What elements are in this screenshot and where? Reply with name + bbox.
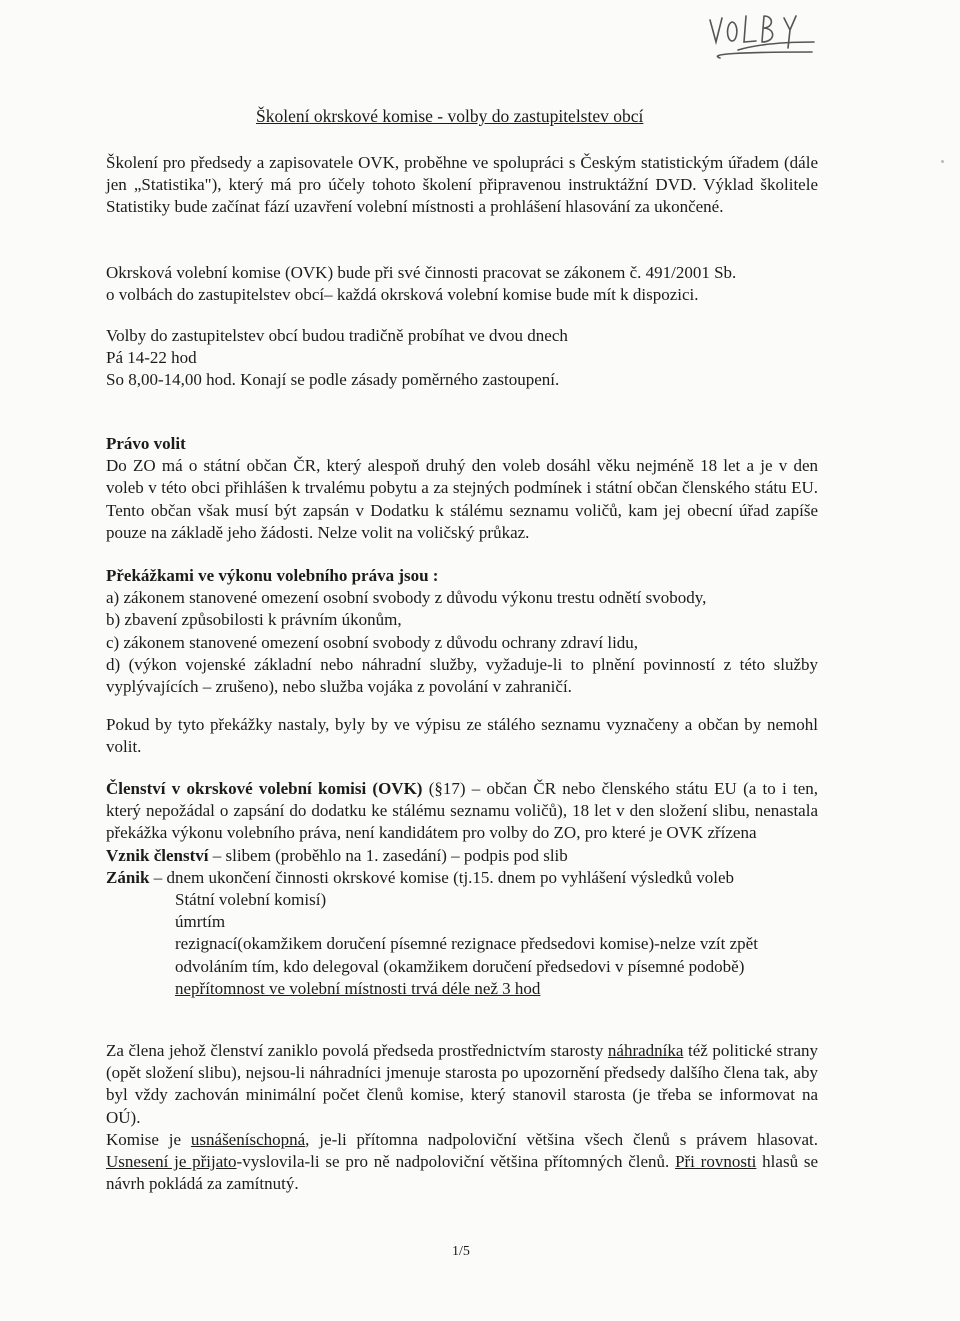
prekazky-item-b: b) zbavení způsobilosti k právním úkonům, <box>106 610 402 630</box>
usnaseni-part-1: Komise je <box>106 1129 191 1149</box>
schedule-line-1: Volby do zastupitelstev obcí budou tradičně probíhat ve dvou dnech <box>106 326 568 345</box>
usnaseni-part-4: hlasů se návrh pokládá za zamítnutý. <box>106 1152 819 1194</box>
usnaseni-term-1: usnášeníschopná <box>190 1129 306 1149</box>
nahradnik-paragraph <box>106 1040 818 1195</box>
nahradnik-part-2: též politické strany (opět složení slibu), nejsou-li náhradníci jmenuje starosta po upozornění předsedy dalšího člena tak, aby byl vždy zachován minimální počet členů komise, který stanovil starosta (je třeba se informovat na OÚ). <box>106 1041 819 1127</box>
handwritten-volby-note <box>698 8 818 68</box>
law-paragraph <box>106 262 818 306</box>
vznik-label: Vznik členství <box>106 845 209 865</box>
law-line-1: Okrsková volební komise (OVK) bude při své činnosti pracovat se zákonem č. 491/2001 Sb. <box>106 263 737 282</box>
schedule-line-2: Pá 14-22 hod <box>106 348 197 368</box>
prekazky-heading: Překážkami ve výkonu volebního práva jsou : <box>106 566 439 585</box>
zanik-reason-3: rezignací(okamžikem doručení písemné rezignace předsedovi komise)-nelze vzít zpět <box>175 934 758 954</box>
page-title: Školení okrskové komise - volby do zastupitelstev obcí <box>256 106 644 126</box>
zanik-text: – dnem ukončení činnosti okrskové komise (tj.15. dnem po vyhlášení výsledků voleb <box>149 867 735 887</box>
clenstvi-text: (§17) – občan ČR nebo členského státu EU (a to i ten, který nepožádal o zapsání do dodatku ke stálému seznamu voličů), 18 let v den složení slibu, nenastala překážka výkonu volebního práva, není kandidátem pro volby do ZO, pro které je OVK zřízena <box>106 779 818 843</box>
usnaseni-part-3: -vyslovila-li se pro ně nadpoloviční většina přítomných členů. <box>236 1152 676 1172</box>
zanik-label: Zánik <box>106 867 150 887</box>
zanik-reason-5 <box>106 978 818 1000</box>
page-number: 1/5 <box>452 1244 470 1259</box>
prekazky-item-c: c) zákonem stanovené omezení osobní svobody z důvodu ochrany zdraví lidu, <box>106 632 639 652</box>
pokud-paragraph <box>106 714 818 758</box>
pokud-text: Pokud by tyto překážky nastaly, byly by ve výpisu ze stálého seznamu vyznačeny a občan by nemohl volit. <box>106 715 818 757</box>
nahradnik-text <box>106 1040 818 1129</box>
prekazky-item-d: d) (výkon vojenské základní nebo náhradní služby, vyžaduje-li to plnění povinností z této služby vyplývajících – zrušeno), nebo služba vojáka z povolání v zahraničí. <box>106 654 818 697</box>
vznik-line <box>106 845 818 867</box>
clenstvi-paragraph <box>106 778 818 845</box>
schedule-paragraph <box>106 325 818 392</box>
intro-paragraph <box>106 152 818 219</box>
zanik-absence: nepřítomnost ve volební místnosti trvá déle než 3 hod <box>175 978 541 998</box>
vznik-text: – slibem (proběhlo na 1. zasedání) – podpis pod slib <box>208 845 568 865</box>
nahradnik-term: náhradníka <box>607 1041 684 1060</box>
zanik-reason-4: odvoláním tím, kdo delegoval (okamžikem doručení předsedovi v písemné podobě) <box>175 956 745 976</box>
nahradnik-part-1: Za člena jehož členství zaniklo povolá předseda prostřednictvím starosty <box>106 1041 608 1060</box>
intro-text: Školení pro předsedy a zapisovatele OVK, proběhne ve spolupráci s Českým statistickým úřadem (dále jen „Statistika"), který má pro účely tohoto školení připravenou instruktážní DVD. Výklad školitele Statistiky bude začínat fází uzavření volební místnosti a prohlášení hlasování za ukončené. <box>106 153 818 217</box>
usnaseni-part-2: , je-li přítomna nadpoloviční většina všech členů s právem hlasovat. <box>305 1129 818 1149</box>
usnaseni-text <box>106 1129 818 1196</box>
clenstvi-section <box>106 778 818 1000</box>
zanik-reason-1: Státní volební komisí) <box>175 890 327 910</box>
prekazky-item-a: a) zákonem stanovené omezení osobní svobody z důvodu výkonu trestu odnětí svobody, <box>106 588 707 608</box>
zanik-line <box>106 867 818 889</box>
pravo-heading: Právo volit <box>106 434 186 453</box>
law-line-2: o volbách do zastupitelstev obcí– každá okrsková volební komise bude mít k dispozici. <box>106 285 699 305</box>
usnaseni-term-2: Usnesení je přijato <box>106 1152 237 1172</box>
usnaseni-term-3: Při rovnosti <box>675 1152 757 1172</box>
zanik-reason-2: úmrtím <box>175 912 226 932</box>
schedule-line-3: So 8,00-14,00 hod. Konají se podle zásady poměrného zastoupení. <box>106 370 560 390</box>
scan-speck <box>941 160 944 163</box>
pravo-text: Do ZO má o státní občan ČR, který alespoň druhý den voleb dosáhl věku nejméně 18 let a je v den voleb v této obci přihlášen k trvalému pobytu a za stejných podmínek i státní občan členského státu EU. Tento občan však musí být zapsán v Dodatku k stálému seznamu voličů, kam jej obecní úřad zapíše pouze na základě jeho žádosti. Nelze volit na voličský průkaz. <box>106 456 818 542</box>
prekazky-section <box>106 565 818 698</box>
clenstvi-heading: Členství v okrskové volební komisi (OVK) <box>106 779 423 798</box>
pravo-section <box>106 433 818 544</box>
